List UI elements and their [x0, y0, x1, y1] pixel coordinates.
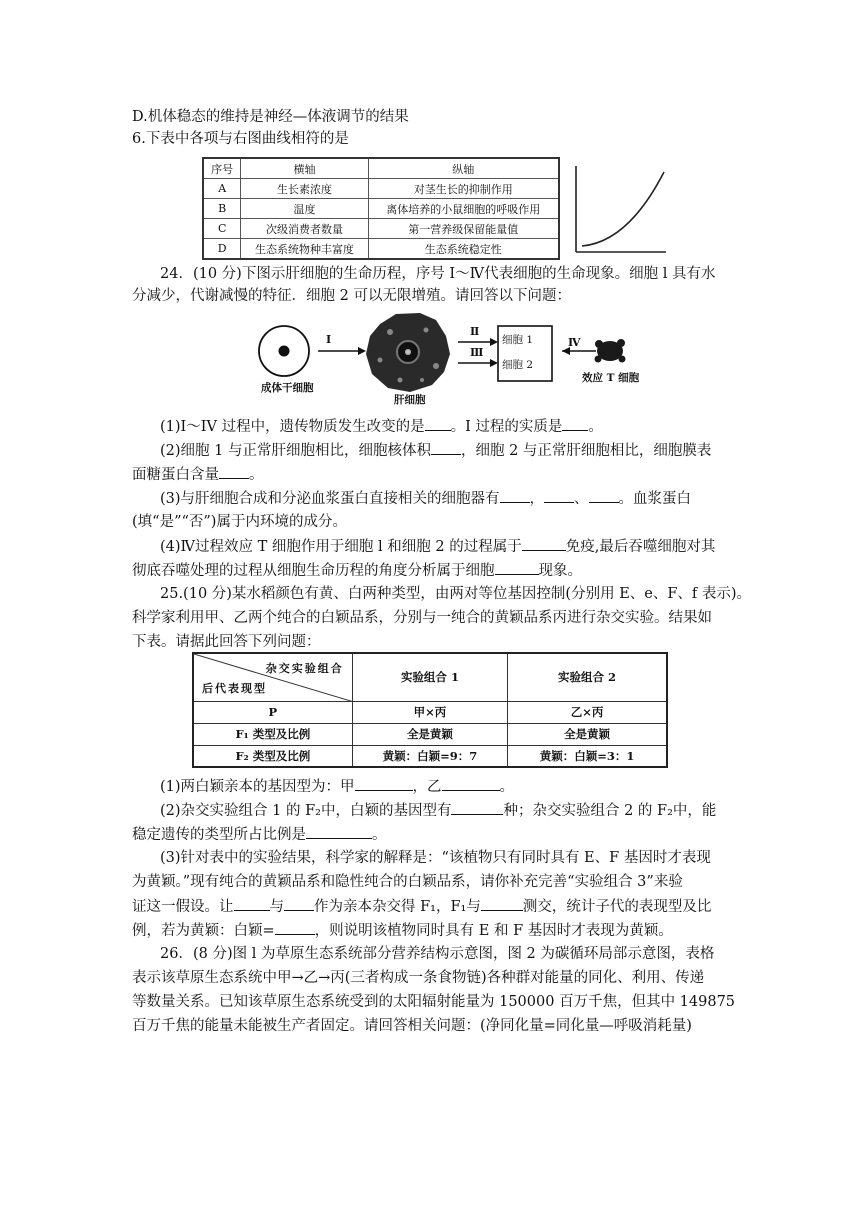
table-cell: 对茎生长的抑制作用: [368, 179, 559, 199]
question-24-3: (3)与肝细胞合成和分泌血浆蛋白直接相关的细胞器有 ， 、 。血浆蛋白: [160, 488, 691, 509]
question-24-4: (4)Ⅳ过程效应 T 细胞作用于细胞 l 和细胞 2 的过程属于 免疫,最后吞噬细胞对其: [160, 536, 715, 557]
table-cell: 黄颖：白颖=3：1: [508, 745, 667, 767]
question-24-2-cont: 面糖蛋白含量 。: [132, 464, 264, 485]
answer-blank[interactable]: [275, 920, 315, 935]
question-26-line1: 26．(8 分)图 l 为草原生态系统部分营养结构示意图，图 2 为碳循环局部示意图，表格: [160, 946, 715, 962]
question-25-3-line3: 证这一假设。让 与 作为亲本杂交得 F₁，F₁与 测交，统计子代的表现型及比: [132, 896, 711, 917]
question-25-line2: 科学家利用甲、乙两个纯合的白颖品系，分别与一纯合的黄颖品系丙进行杂交实验。结果如: [132, 610, 712, 626]
question-25-2-cont: 稳定遗传的类型所占比例是 。: [132, 824, 387, 845]
answer-blank[interactable]: [442, 776, 500, 791]
table-header: 实验组合 1: [352, 653, 507, 701]
answer-blank[interactable]: [425, 416, 451, 431]
answer-blank[interactable]: [481, 896, 523, 911]
question-24-2: (2)细胞 1 与正常肝细胞相比，细胞核体积 ，细胞 2 与正常肝细胞相比，细胞膜表: [160, 440, 711, 461]
table-cell: 次级消费者数量: [241, 219, 368, 239]
cell2-label: 细胞 2: [502, 359, 534, 371]
table-row: [203, 219, 559, 239]
table-header: 纵轴: [368, 158, 559, 179]
process-4-label: Ⅳ: [568, 336, 581, 349]
corner-bottom-label: 后代表现型: [202, 682, 267, 695]
table-cell: 生长素浓度: [241, 179, 368, 199]
table-cell: F₁ 类型及比例: [193, 723, 352, 745]
question-6: 6.下表中各项与右图曲线相符的是: [132, 131, 349, 147]
table-row: [193, 701, 667, 723]
table-cell: 黄颖：白颖=9：7: [352, 745, 507, 767]
process-1-label: I: [326, 333, 332, 346]
table-cell: 全是黄颖: [352, 723, 507, 745]
table-cell: 第一营养级保留能量值: [368, 219, 559, 239]
curve-graph: [568, 160, 670, 258]
answer-blank[interactable]: [562, 416, 588, 431]
answer-blank[interactable]: [544, 488, 574, 503]
question-6-table: [202, 157, 560, 260]
answer-blank[interactable]: [306, 824, 372, 839]
table-header: 序号: [203, 158, 241, 179]
table-cell: 甲×丙: [352, 701, 507, 723]
question-26-line2: 表示该草原生态系统中甲→乙→丙(三者构成一条食物链)各种群对能量的同化、利用、传递: [132, 970, 705, 986]
question-25-line3: 下表。请据此回答下列问题：: [132, 634, 321, 650]
question-24-1: (1)I～IV 过程中，遗传物质发生改变的是 。I 过程的实质是 。: [160, 416, 603, 437]
question-25-3-line2: 为黄颖。”现有纯合的黄颖品系和隐性纯合的白颖品系，请你补充完善“实验组合 3”来验: [132, 874, 683, 890]
question-25-table: [192, 652, 668, 768]
table-cell: P: [193, 701, 352, 723]
table-cell: 生态系统物种丰富度: [241, 239, 368, 260]
answer-blank[interactable]: [431, 440, 461, 455]
option-d: D.机体稳态的维持是神经—体液调节的结果: [132, 109, 409, 125]
answer-blank[interactable]: [234, 896, 270, 911]
table-cell: C: [203, 219, 241, 239]
question-25-1: (1)两白颖亲本的基因型为：甲 ，乙 。: [160, 776, 514, 797]
question-24-4-cont: 彻底吞噬处理的过程从细胞生命历程的角度分析属于细胞 现象。: [132, 560, 582, 581]
table-row: [193, 745, 667, 767]
table-row: [203, 199, 559, 219]
answer-blank[interactable]: [522, 536, 566, 551]
liver-cell-label: 肝细胞: [394, 394, 426, 406]
table-cell: D: [203, 239, 241, 260]
question-25-3: (3)针对表中的实验结果，科学家的解释是：“该植物只有同时具有 E、F 基因时才表现: [160, 850, 711, 866]
table-cell: 温度: [241, 199, 368, 219]
effector-t-cell-shape: [595, 339, 626, 363]
answer-blank[interactable]: [355, 776, 413, 791]
table-cell: F₂ 类型及比例: [193, 745, 352, 767]
question-25-line1: 25.(10 分)某水稻颜色有黄、白两种类型，由两对等位基因控制(分别用 E、e、F、f 表示)。: [160, 586, 752, 602]
cell1-label: 细胞 1: [502, 334, 534, 346]
effector-t-cell-label: 效应 T 细胞: [582, 372, 640, 384]
corner-top-label: 杂交实验组合: [265, 662, 344, 675]
table-cell: 乙×丙: [508, 701, 667, 723]
table-cell: A: [203, 179, 241, 199]
question-26-line3: 等数量关系。已知该草原生态系统受到的太阳辐射能量为 150000 百万千焦，但其中 149875: [132, 994, 736, 1010]
answer-blank[interactable]: [451, 800, 503, 815]
question-26-line4: 百万千焦的能量未能被生产者固定。请回答相关问题：(净同化量=同化量—呼吸消耗量): [132, 1018, 692, 1034]
table-cell: 生态系统稳定性: [368, 239, 559, 260]
table-row: [203, 239, 559, 260]
process-2-label: Ⅱ: [470, 325, 480, 338]
table-header: 实验组合 2: [508, 653, 667, 701]
question-25-2: (2)杂交实验组合 1 的 F₂中，白颖的基因型有 种；杂交实验组合 2 的 F₂中，能: [160, 800, 716, 821]
answer-blank[interactable]: [495, 560, 539, 575]
question-25-3-line4: 例，若为黄颖：白颖= ，则说明该植物同时具有 E 和 F 基因时才表现为黄颖。: [132, 920, 673, 941]
answer-blank[interactable]: [500, 488, 530, 503]
table-row: [193, 723, 667, 745]
question-24-line1: 24．(10 分)下图示肝细胞的生命历程，序号 I～Ⅳ代表细胞的生命现象。细胞 l 具有水: [160, 266, 716, 282]
answer-blank[interactable]: [589, 488, 619, 503]
table-row: [203, 179, 559, 199]
table-cell: B: [203, 199, 241, 219]
question-24-3-cont: (填“是”“否”)属于内环境的成分。: [132, 514, 347, 530]
answer-blank[interactable]: [219, 464, 249, 479]
stem-cell-label: 成体干细胞: [261, 382, 314, 394]
table-cell: 离体培养的小鼠细胞的呼吸作用: [368, 199, 559, 219]
process-3-label: Ⅲ: [470, 346, 484, 359]
table-corner-cell: [193, 653, 352, 701]
question-24-line2: 分减少，代谢减慢的特征．细胞 2 可以无限增殖。请回答以下问题：: [132, 288, 571, 304]
answer-blank[interactable]: [284, 896, 314, 911]
table-cell: 全是黄颖: [508, 723, 667, 745]
table-header: 横轴: [241, 158, 368, 179]
